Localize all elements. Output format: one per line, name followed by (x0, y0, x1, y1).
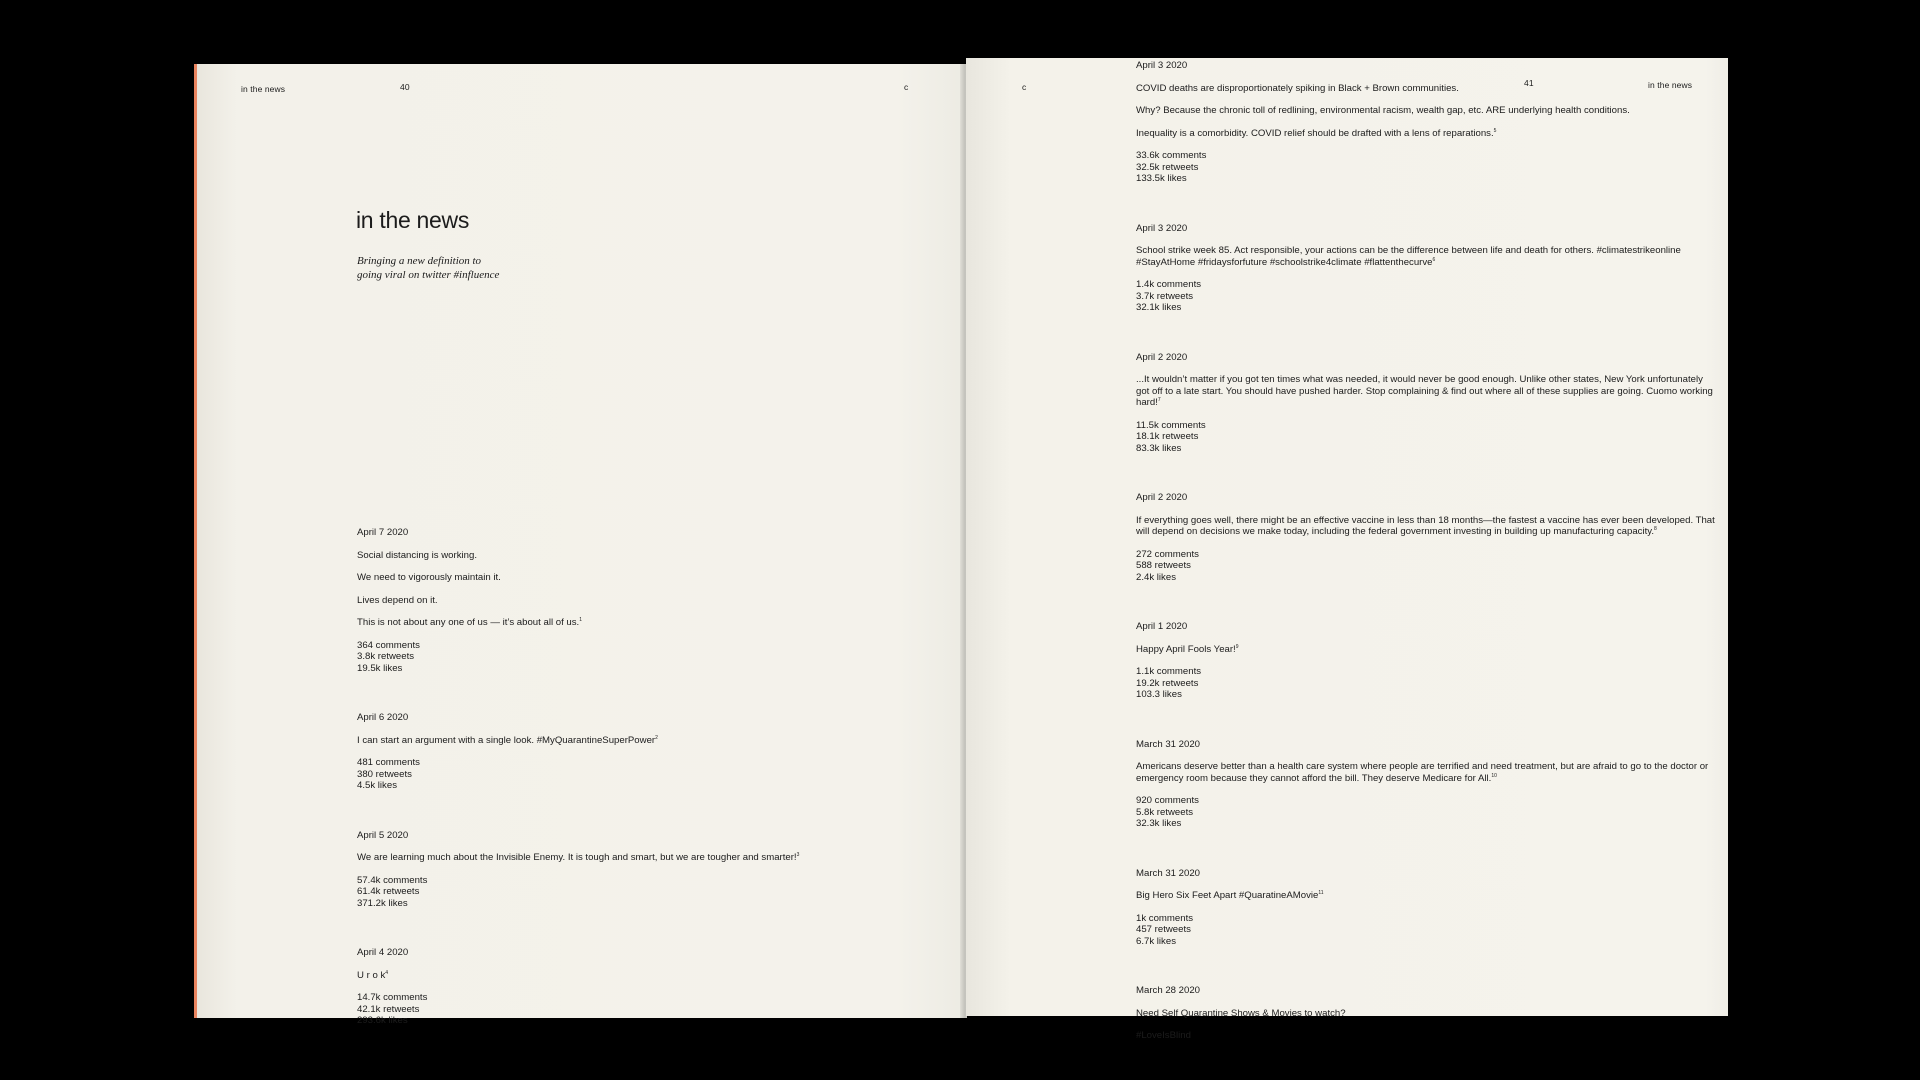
tweet-paragraph (357, 970, 917, 982)
tweet-date: March 31 2020 (1136, 738, 1200, 750)
retweet-count: 5.8k retweets (1136, 806, 1194, 818)
comment-count: 920 comments (1136, 795, 1199, 807)
tweet-entry (1136, 60, 1716, 185)
tweet-feed-left (357, 527, 917, 1064)
tweet-date: March 31 2020 (1136, 867, 1200, 879)
tweet-stats (1136, 666, 1716, 700)
footnote-marker: 5 (1493, 127, 1497, 134)
footnote-marker: 7 (1157, 397, 1161, 404)
running-title: in the news (1648, 80, 1693, 90)
retweet-count: 380 retweets (357, 768, 412, 780)
tweet-date: April 6 2020 (357, 712, 409, 724)
page-subtitle (357, 254, 577, 282)
tweet-stats (1136, 549, 1716, 583)
tweet-paragraph-text: I can start an argument with a single look. #MyQuarantineSuperPower (357, 734, 656, 746)
tweet-paragraph (1136, 1030, 1716, 1042)
tweet-entry (1136, 492, 1716, 583)
footnote-marker: 4 (385, 969, 389, 976)
tweet-paragraph (357, 852, 917, 864)
footnote-marker: 8 (1654, 526, 1657, 533)
retweet-count: 3.7k retweets (1136, 290, 1194, 302)
retweet-count: 42.1k retweets (357, 1003, 420, 1015)
tweet-paragraph-text: #LoveIsBlind (1136, 1030, 1191, 1042)
like-count: 19.5k likes (357, 662, 403, 674)
page-title: in the news (356, 207, 470, 233)
retweet-count: 32.5k retweets (1136, 161, 1199, 173)
retweet-count: 18.1k retweets (1136, 431, 1199, 443)
tweet-paragraph (1136, 761, 1716, 784)
footnote-marker: 1 (579, 617, 582, 624)
tweet-paragraph-text: COVID deaths are disproportionately spiking in Black + Brown communities. (1136, 82, 1459, 94)
tweet-entry (357, 947, 917, 1026)
like-count: 2.4k likes (1136, 571, 1176, 583)
like-count: 32.3k likes (1136, 818, 1182, 830)
comment-count: 14.7k comments (357, 992, 428, 1004)
tweet-paragraph-text: Big Hero Six Feet Apart #QuaratineAMovie (1136, 890, 1319, 902)
left-page (194, 64, 967, 1026)
like-count: 103.3 likes (1136, 689, 1182, 701)
tweet-stats (1136, 279, 1716, 313)
tweet-date: April 2 2020 (1136, 492, 1188, 504)
tweet-date: April 1 2020 (1136, 621, 1188, 633)
tweet-paragraph-text: This is not about any one of us — it’s about all of us. (357, 617, 580, 629)
comment-count: 1k comments (1136, 912, 1194, 924)
tweet-text (1136, 83, 1716, 140)
tweet-text (1136, 890, 1716, 902)
tweet-paragraph (1136, 515, 1716, 538)
tweet-text (357, 735, 917, 747)
corner-mark: c (1022, 82, 1027, 92)
tweet-stats (1136, 913, 1716, 947)
subtitle-line: going viral on twitter #influence (357, 269, 500, 281)
tweet-paragraph-text: Lives depend on it. (357, 594, 438, 606)
retweet-count: 588 retweets (1136, 560, 1191, 572)
tweet-paragraph (1136, 128, 1716, 140)
footnote-marker: 3 (796, 852, 800, 859)
tweet-stats (357, 640, 917, 674)
tweet-text (357, 852, 917, 864)
tweet-paragraph-text: We are learning much about the Invisible Enemy. It is tough and smart, but we are tougher and smarter! (357, 852, 797, 864)
footnote-marker: 2 (655, 734, 658, 741)
tweet-entry (357, 712, 917, 791)
tweet-paragraph (1136, 644, 1716, 656)
retweet-count: 3.8k retweets (357, 651, 415, 663)
tweet-text (357, 550, 917, 629)
retweet-count: 19.2k retweets (1136, 677, 1199, 689)
tweet-date: April 2 2020 (1136, 351, 1188, 363)
tweet-text (357, 970, 917, 982)
tweet-paragraph (1136, 890, 1716, 902)
tweet-paragraph-text: Happy April Fools Year! (1136, 643, 1236, 655)
like-count: 83.3k likes (1136, 442, 1182, 454)
footnote-marker: 11 (1318, 890, 1324, 897)
tweet-paragraph (1136, 83, 1716, 95)
right-page (966, 58, 1728, 1042)
tweet-date: April 3 2020 (1136, 60, 1188, 71)
like-count: 371.2k likes (357, 897, 408, 909)
tweet-paragraph (357, 572, 917, 584)
tweet-entry (1136, 985, 1716, 1042)
tweet-paragraph-text: Need Self Quarantine Shows & Movies to watch? (1136, 1007, 1346, 1019)
tweet-text (1136, 374, 1716, 409)
tweet-date: April 7 2020 (357, 527, 409, 538)
tweet-date: April 5 2020 (357, 829, 409, 841)
tweet-text (1136, 644, 1716, 656)
page-number: 40 (400, 82, 410, 92)
tweet-stats (357, 992, 917, 1026)
tweet-paragraph-text: School strike week 85. Act responsible, your actions can be the difference between life and death for others. #climatestrikeonline #StayAtHome #fridaysforfuture #schoolstrike4climate #flattenthecurve (1136, 245, 1681, 268)
like-count: 133.5k likes (1136, 173, 1187, 185)
tweet-stats (1136, 150, 1716, 184)
tweet-paragraph (357, 595, 917, 607)
tweet-paragraph-text: Social distancing is working. (357, 549, 477, 561)
tweet-entry (357, 830, 917, 909)
footnote-marker: 9 (1235, 643, 1239, 650)
tweet-paragraph-text: We need to vigorously maintain it. (357, 572, 501, 584)
comment-count: 1.4k comments (1136, 279, 1202, 291)
comment-count: 272 comments (1136, 548, 1199, 560)
tweet-paragraph-text: Why? Because the chronic toll of redlining, environmental racism, wealth gap, etc. ARE underlying health conditions. (1136, 105, 1630, 117)
tweet-feed-right (1136, 60, 1716, 1080)
tweet-date: March 28 2020 (1136, 985, 1200, 996)
tweet-paragraph-text: If everything goes well, there might be an effective vaccine in less than 18 months—the fastest a vaccine has ever been developed. That will depend on decisions we make today, including the federal government investing in building up manufacturing capacity. (1136, 514, 1715, 538)
footnote-marker: 10 (1491, 772, 1497, 779)
page-number: 41 (1524, 78, 1534, 88)
tweet-entry (1136, 223, 1716, 314)
tweet-paragraph (1136, 1008, 1716, 1020)
like-count: 4.5k likes (357, 780, 397, 792)
tweet-text (1136, 761, 1716, 784)
tweet-text (1136, 1008, 1716, 1042)
retweet-count: 457 retweets (1136, 924, 1191, 936)
footnote-marker: 6 (1432, 256, 1436, 263)
tweet-stats (357, 757, 917, 791)
tweet-paragraph-text: Americans deserve better than a health care system where people are terrified and need treatment, but are afraid to go to the doctor or emergency room because they cannot afford the bill. They deserve Medicare for All. (1136, 761, 1709, 784)
tweet-entry (1136, 868, 1716, 947)
like-count: 6.7k likes (1136, 935, 1176, 947)
tweet-paragraph-text: ...It wouldn’t matter if you got ten times what was needed, it would never be good enough. Unlike other states, New York unfortunately got off to a late start. You should have pushed harder. Stop complaining & find out where all of these supplies are going. Cuomo working hard! (1136, 374, 1713, 409)
tweet-paragraph (1136, 245, 1716, 268)
comment-count: 33.6k comments (1136, 150, 1207, 162)
comment-count: 1.1k comments (1136, 666, 1202, 678)
tweet-paragraph (1136, 374, 1716, 409)
subtitle-line: Bringing a new definition to (357, 255, 482, 267)
tweet-paragraph (357, 617, 917, 629)
comment-count: 57.4k comments (357, 874, 428, 886)
tweet-text (1136, 245, 1716, 268)
tweet-paragraph (1136, 105, 1716, 117)
tweet-stats (357, 875, 917, 909)
tweet-stats (1136, 420, 1716, 454)
like-count: 32.1k likes (1136, 302, 1182, 314)
comment-count: 11.5k comments (1136, 419, 1206, 431)
tweet-date: April 3 2020 (1136, 222, 1188, 234)
tweet-paragraph-text: U r o k (357, 969, 386, 981)
tweet-entry (1136, 352, 1716, 455)
tweet-paragraph (357, 550, 917, 562)
tweet-stats (1136, 795, 1716, 829)
tweet-paragraph-text: Inequality is a comorbidity. COVID relief should be drafted with a lens of reparations. (1136, 127, 1494, 139)
corner-mark: c (904, 82, 909, 92)
running-title: in the news (241, 84, 286, 94)
tweet-paragraph (357, 735, 917, 747)
tweet-entry (357, 527, 917, 674)
comment-count: 364 comments (357, 639, 420, 651)
like-count: 293.6k likes (357, 1015, 408, 1026)
tweet-date: April 4 2020 (357, 947, 409, 958)
comment-count: 481 comments (357, 757, 420, 769)
retweet-count: 61.4k retweets (357, 886, 420, 898)
tweet-text (1136, 515, 1716, 538)
tweet-entry (1136, 621, 1716, 700)
tweet-entry (1136, 739, 1716, 830)
